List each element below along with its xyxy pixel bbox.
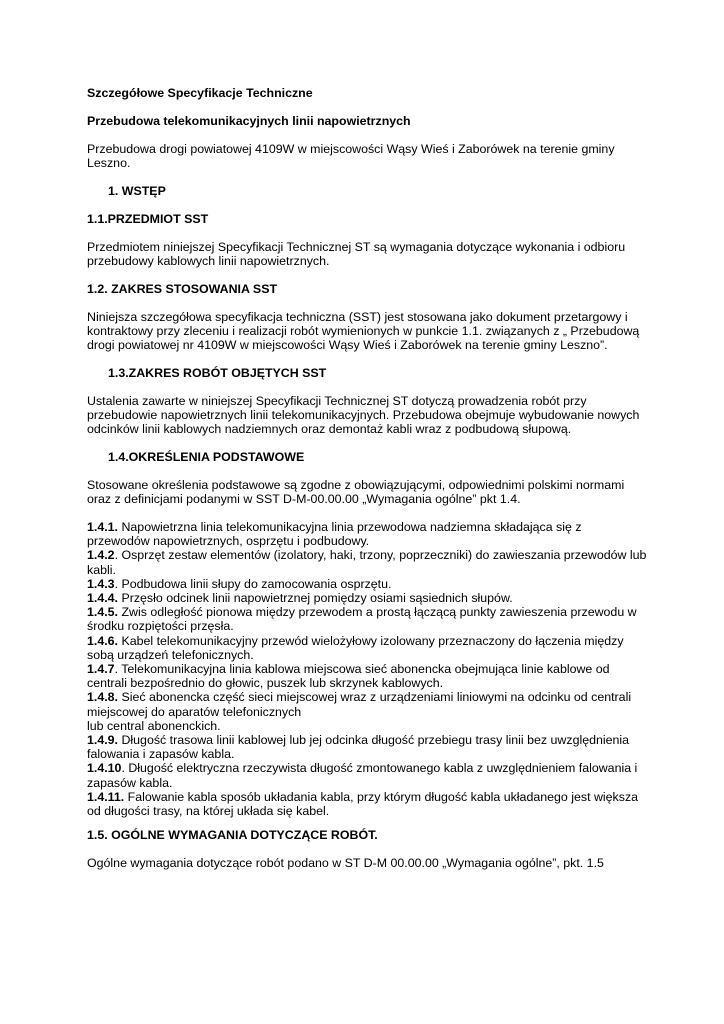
section-1-5-heading: 1.5. OGÓLNE WYMAGANIA DOTYCZĄCE ROBÓT. <box>87 828 378 842</box>
definition-item: 1.4.5. Zwis odległość pionowa między przewodem a prostą łączącą punkty zawieszenia przewodu w środku rozpiętości przęsła. <box>87 605 637 634</box>
definition-item: 1.4.4. Przęsło odcinek linii napowietrznej pomiędzy osiami sąsiednich słupów. <box>87 591 513 606</box>
document-subtitle: Przebudowa telekomunikacyjnych linii napowietrznych <box>87 114 411 128</box>
section-1-3-text: Ustalenia zawarte w niniejszej Specyfikacji Technicznej ST dotyczą prowadzenia robót przy przebudowie napowietrznych linii telekomunikacyjnych. Przebudowa obejmuje wybudowanie nowych odcinków linii kablowych nadziemnych oraz demontaż kabli wraz z podbudową słupową. <box>87 394 640 437</box>
section-1-5-text: Ogólne wymagania dotyczące robót podano w ST D-M 00.00.00 „Wymagania ogólne”, pkt. 1.5 <box>87 856 604 870</box>
definition-item: 1.4.6. Kabel telekomunikacyjny przewód wielożyłowy izolowany przeznaczony do łączenia między sobą urządzeń telefonicznych. <box>87 633 624 662</box>
section-1-2-heading: 1.2. ZAKRES STOSOWANIA SST <box>87 282 278 296</box>
section-1-2-text: Niniejsza szczegółowa specyfikacja techniczna (SST) jest stosowana jako dokument przetargowy i kontraktowy przy zleceniu i realizacji robót wymienionych w punkcie 1.1. związanych z „ Przebudową drogi powiatowej nr 4109W w miejscowości Wąsy Wieś i Zaborówek na terenie gminy Leszno”. <box>87 310 640 353</box>
definition-item: 1.4.2. Osprzęt zestaw elementów (izolatory, haki, trzony, poprzeczniki) do zawieszania przewodów lub kabli. <box>87 548 647 577</box>
section-1-1-heading: 1.1.PRZEDMIOT SST <box>87 212 209 226</box>
section-1-1-text: Przedmiotem niniejszej Specyfikacji Technicznej ST są wymagania dotyczące wykonania i odbioru przebudowy kablowych linii napowietrznych. <box>87 240 626 269</box>
section-1-3-heading: 1.3.ZAKRES ROBÓT OBJĘTYCH SST <box>108 366 327 380</box>
definition-item: 1.4.7. Telekomunikacyjna linia kablowa miejscowa sieć abonencka obejmująca linie kablowe od centrali bezpośrednio do głowic, puszek lub skrzynek kablowych. <box>87 662 610 691</box>
section-1-4-heading: 1.4.OKREŚLENIA PODSTAWOWE <box>108 450 305 464</box>
definition-item: 1.4.8. Sieć abonencka część sieci miejscowej wraz z urządzeniami liniowymi na odcinku od centrali miejscowej do aparatów telefonicznych lub central abonenckich. <box>87 690 632 733</box>
definition-item: 1.4.11. Falowanie kabla sposób układania kabla, przy którym długość kabla układanego jest większa od długości trasy, na której układa się kabel. <box>87 789 639 819</box>
definition-item: 1.4.9. Długość trasowa linii kablowej lub jej odcinka długość przebiegu trasy linii bez uwzględnienia falowania i zapasów kabla. <box>87 733 630 762</box>
document-title: Szczegółowe Specyfikacje Techniczne <box>87 86 313 100</box>
intro-paragraph: Przebudowa drogi powiatowej 4109W w miejscowości Wąsy Wieś i Zaborówek na terenie gminy Leszno. <box>87 142 615 171</box>
definitions-list <box>87 520 647 818</box>
section-1-heading: 1. WSTĘP <box>108 184 166 198</box>
definition-item: 1.4.3. Podbudowa linii słupy do zamocowania osprzętu. <box>87 576 392 591</box>
section-1-4-text: Stosowane określenia podstawowe są zgodne z obowiązującymi, odpowiednimi polskimi normami oraz z definicjami podanymi w SST D-M-00.00.00 „Wymagania ogólne” pkt 1.4. <box>87 478 625 507</box>
definition-item: 1.4.10. Długość elektryczna rzeczywista długość zmontowanego kabla z uwzględnieniem falowania i zapasów kabla. <box>87 761 638 790</box>
definition-item: 1.4.1. Napowietrzna linia telekomunikacyjna linia przewodowa nadziemna składająca się z przewodów napowietrznych, osprzętu i podbudowy. <box>87 520 582 549</box>
